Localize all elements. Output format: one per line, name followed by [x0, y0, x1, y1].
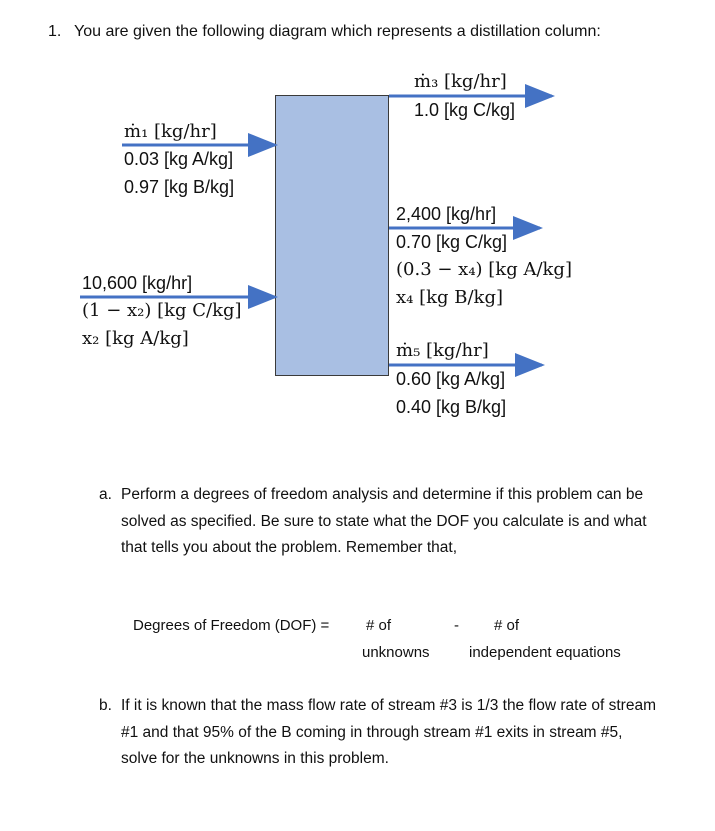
stream2-comp-a: x₂ [kg A/kg]: [82, 328, 189, 349]
dof-lhs: Degrees of Freedom (DOF) =: [133, 617, 330, 634]
stream1-flow: ṁ₁ [kg/hr]: [124, 121, 217, 142]
stream2-comp-c: (1 − x₂) [kg C/kg]: [82, 300, 242, 321]
part-b-letter: b.: [99, 697, 112, 714]
stream1-comp-b: 0.97 [kg B/kg]: [124, 177, 235, 197]
stream4-comp-b: x₄ [kg B/kg]: [396, 287, 504, 308]
stream4-comp-a: (0.3 − x₄) [kg A/kg]: [396, 259, 572, 280]
question-number: 1.: [48, 23, 62, 40]
part-b-text: If it is known that the mass flow rate of stream #3 is 1/3 the flow rate of stream #1 and that 95% of the B coming in through stream #1 exits in stream #5, solve for the unknowns in this problem.: [121, 697, 656, 767]
stream5-flow: ṁ₅ [kg/hr]: [396, 340, 489, 361]
stream3-flow: ṁ₃ [kg/hr]: [414, 71, 507, 92]
dof-equations-bottom: independent equations: [469, 644, 621, 661]
stream4-comp-c: 0.70 [kg C/kg]: [396, 232, 508, 252]
stream5-comp-a: 0.60 [kg A/kg]: [396, 369, 506, 389]
part-a-text: Perform a degrees of freedom analysis and determine if this problem can be solved as specified. Be sure to state what the DOF you calculate is and what that tells you about the problem. Remember that,: [121, 486, 647, 556]
stream1-comp-a: 0.03 [kg A/kg]: [124, 149, 234, 169]
stream5-comp-b: 0.40 [kg B/kg]: [396, 397, 507, 417]
stream3-comp-c: 1.0 [kg C/kg]: [414, 100, 516, 120]
dof-equations-top: # of: [494, 617, 520, 634]
stream2-flow: 10,600 [kg/hr]: [82, 273, 193, 293]
question-intro: You are given the following diagram which represents a distillation column:: [74, 23, 601, 40]
stream4-flow: 2,400 [kg/hr]: [396, 204, 497, 224]
dof-unknowns-bottom: unknowns: [362, 644, 430, 661]
part-a-letter: a.: [99, 486, 112, 503]
dof-unknowns-top: # of: [366, 617, 392, 634]
dof-minus: -: [454, 617, 459, 634]
